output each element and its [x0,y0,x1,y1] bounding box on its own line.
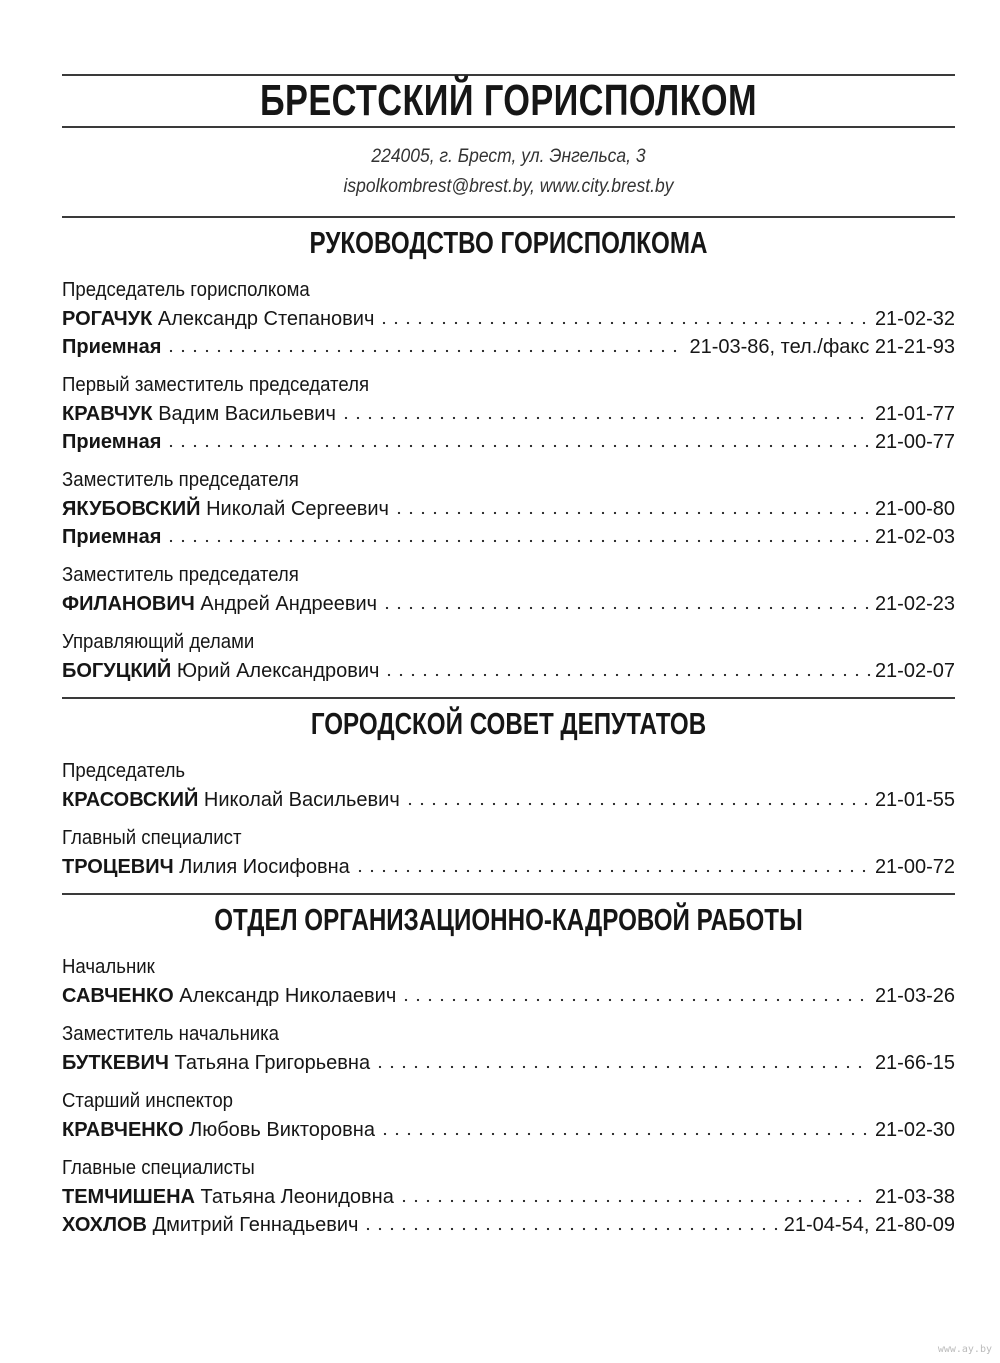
contact-name [62,1211,358,1239]
watermark: www.ay.by [937,1344,992,1355]
dot-leader [404,802,871,806]
given-name: Андрей Андреевич [200,593,378,615]
section [62,893,955,1239]
given-name: Вадим Васильевич [158,403,336,425]
dot-leader [378,321,871,325]
directory-entry [62,371,955,456]
contact-name [62,590,377,618]
dot-leader [165,539,871,543]
directory-page [62,74,955,1251]
phone-number: 21-01-55 [874,789,955,811]
postal-address: 224005, г. Брест, ул. Энгельса, 3 [371,146,646,167]
given-name: Юрий Александрович [176,660,380,682]
address-block [62,128,955,216]
section-title: ОТДЕЛ ОРГАНИЗАЦИОННО-КАДРОВОЙ РАБОТЫ [214,902,803,937]
contact-name [62,657,379,685]
contact-name [62,305,374,333]
position-title: Управляющий делами [62,631,255,653]
phone-number: 21-03-86, тел./факс 21-21-93 [689,336,955,358]
position-title: Председатель горисполкома [62,279,310,301]
contact-name [62,786,400,814]
contact-name [62,523,161,551]
given-name: Лилия Иосифовна [179,856,350,878]
contact-row [62,428,955,456]
surname: Приемная [62,336,162,358]
given-name: Николай Сергеевич [206,498,389,520]
directory-entry [62,1154,955,1239]
surname: БОГУЦКИЙ [62,660,172,682]
position-title: Заместитель председателя [62,469,299,491]
directory-entry [62,824,955,881]
position-title: Главные специалисты [62,1157,255,1179]
surname: САВЧЕНКО [62,985,174,1007]
contact-row [62,853,955,881]
surname: Приемная [62,431,162,453]
dot-leader [400,998,871,1002]
given-name: Николай Васильевич [203,789,400,811]
given-name: Татьяна Леонидовна [200,1186,394,1208]
contact-row [62,786,955,814]
contact-row [62,1049,955,1077]
given-name: Дмитрий Геннадьевич [152,1214,359,1236]
page-title: БРЕСТСКИЙ ГОРИСПОЛКОМ [259,76,758,125]
surname: ТЕМЧИШЕНА [62,1186,195,1208]
contact-name [62,1116,375,1144]
contact-name [62,495,389,523]
surname: ФИЛАНОВИЧ [62,593,195,615]
dot-leader [354,869,871,873]
contact-row [62,590,955,618]
surname: КРАСОВСКИЙ [62,789,199,811]
directory-entry [62,628,955,685]
contact-row [62,1183,955,1211]
contact-name [62,428,161,456]
section [62,216,955,685]
given-name: Любовь Викторовна [189,1119,375,1141]
section-title: ГОРОДСКОЙ СОВЕТ ДЕПУТАТОВ [310,706,707,741]
surname: ЯКУБОВСКИЙ [62,498,201,520]
dot-leader [165,349,685,353]
directory-entry [62,953,955,1010]
surname: Приемная [62,526,162,548]
section-title: РУКОВОДСТВО ГОРИСПОЛКОМА [309,225,708,260]
contact-row [62,305,955,333]
contact-row [62,523,955,551]
dot-leader [398,1199,871,1203]
surname: ТРОЦЕВИЧ [62,856,174,878]
directory-entry [62,1087,955,1144]
given-name: Александр Степанович [157,308,375,330]
contact-row [62,1116,955,1144]
contact-row [62,1211,955,1239]
dot-leader [340,416,871,420]
dot-leader [362,1227,779,1231]
contact-name [62,333,161,361]
phone-number: 21-66-15 [874,1052,955,1074]
directory-entry [62,757,955,814]
position-title: Председатель [62,760,186,782]
position-title: Первый заместитель председателя [62,374,370,396]
phone-number: 21-00-80 [874,498,955,520]
position-title: Начальник [62,956,155,978]
position-title: Старший инспектор [62,1090,234,1112]
contact-row [62,657,955,685]
position-title: Заместитель начальника [62,1023,280,1045]
contacts: ispolkombrest@brest.by, www.city.brest.by [343,176,674,197]
directory-entry [62,561,955,618]
contact-name [62,982,396,1010]
position-title: Главный специалист [62,827,242,849]
surname: КРАВЧУК [62,403,153,425]
phone-number: 21-02-32 [874,308,955,330]
dot-leader [379,1132,871,1136]
surname: ХОХЛОВ [62,1214,147,1236]
directory-entry [62,276,955,361]
dot-leader [383,673,870,677]
dot-leader [374,1065,871,1069]
phone-number: 21-02-30 [874,1119,955,1141]
contact-name [62,1183,394,1211]
section [62,697,955,881]
phone-number: 21-03-26 [874,985,955,1007]
contact-name [62,1049,370,1077]
contact-name [62,853,350,881]
phone-number: 21-00-77 [874,431,955,453]
dot-leader [165,444,871,448]
surname: РОГАЧУК [62,308,153,330]
contact-row [62,333,955,361]
contact-name [62,400,336,428]
surname: КРАВЧЕНКО [62,1119,184,1141]
phone-number: 21-01-77 [874,403,955,425]
given-name: Татьяна Григорьевна [174,1052,371,1074]
given-name: Александр Николаевич [179,985,397,1007]
contact-row [62,400,955,428]
position-title: Заместитель председателя [62,564,299,586]
directory-entry [62,1020,955,1077]
dot-leader [381,606,871,610]
phone-number: 21-03-38 [874,1186,955,1208]
sections [62,216,955,1239]
phone-number: 21-02-23 [874,593,955,615]
contact-row [62,495,955,523]
contact-row [62,982,955,1010]
directory-entry [62,466,955,551]
phone-number: 21-00-72 [874,856,955,878]
surname: БУТКЕВИЧ [62,1052,169,1074]
phone-number: 21-02-03 [874,526,955,548]
dot-leader [393,511,871,515]
phone-number: 21-04-54, 21-80-09 [783,1214,955,1236]
phone-number: 21-02-07 [874,660,955,682]
